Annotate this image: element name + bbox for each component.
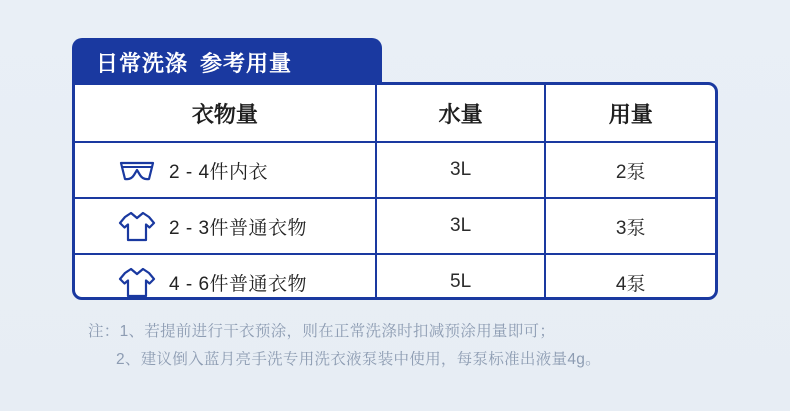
cell-garment — [75, 254, 376, 300]
tshirt-icon — [115, 264, 159, 300]
cell-water: 3L — [376, 198, 546, 254]
note-line-1: 注：1、若提前进行干衣预涂，则在正常洗涤时扣减预涂用量即可； — [88, 323, 556, 340]
table-row — [75, 142, 715, 198]
table-row — [75, 254, 715, 300]
card-title-primary: 日常洗涤 — [96, 50, 189, 76]
card-title-secondary: 参考用量 — [200, 50, 293, 76]
column-header-dosage: 用量 — [545, 85, 715, 142]
table-row — [75, 198, 715, 254]
usage-table-body — [75, 142, 715, 300]
garment-label: 4 - 6件普通衣物 — [169, 273, 308, 295]
underwear-icon — [115, 152, 159, 188]
tshirt-icon — [115, 208, 159, 244]
cell-water: 5L — [376, 254, 546, 300]
garment-label: 2 - 4件内衣 — [169, 161, 269, 183]
usage-card — [72, 38, 718, 300]
notes-block — [88, 318, 728, 374]
cell-dosage: 4泵 — [545, 254, 715, 300]
cell-dosage: 2泵 — [545, 142, 715, 198]
card-title-tab — [72, 38, 382, 86]
note-line-2: 2、建议倒入蓝月亮手洗专用洗衣液泵装中使用，每泵标准出液量4g。 — [116, 351, 601, 368]
usage-table-container — [72, 82, 718, 300]
cell-dosage: 3泵 — [545, 198, 715, 254]
garment-label: 2 - 3件普通衣物 — [169, 217, 308, 239]
table-header-row — [75, 85, 715, 142]
column-header-water: 水量 — [376, 85, 546, 142]
column-header-garment: 衣物量 — [191, 101, 258, 127]
cell-garment — [75, 198, 376, 254]
usage-table — [75, 85, 715, 300]
usage-table-head — [75, 85, 715, 142]
cell-garment — [75, 142, 376, 198]
cell-water: 3L — [376, 142, 546, 198]
